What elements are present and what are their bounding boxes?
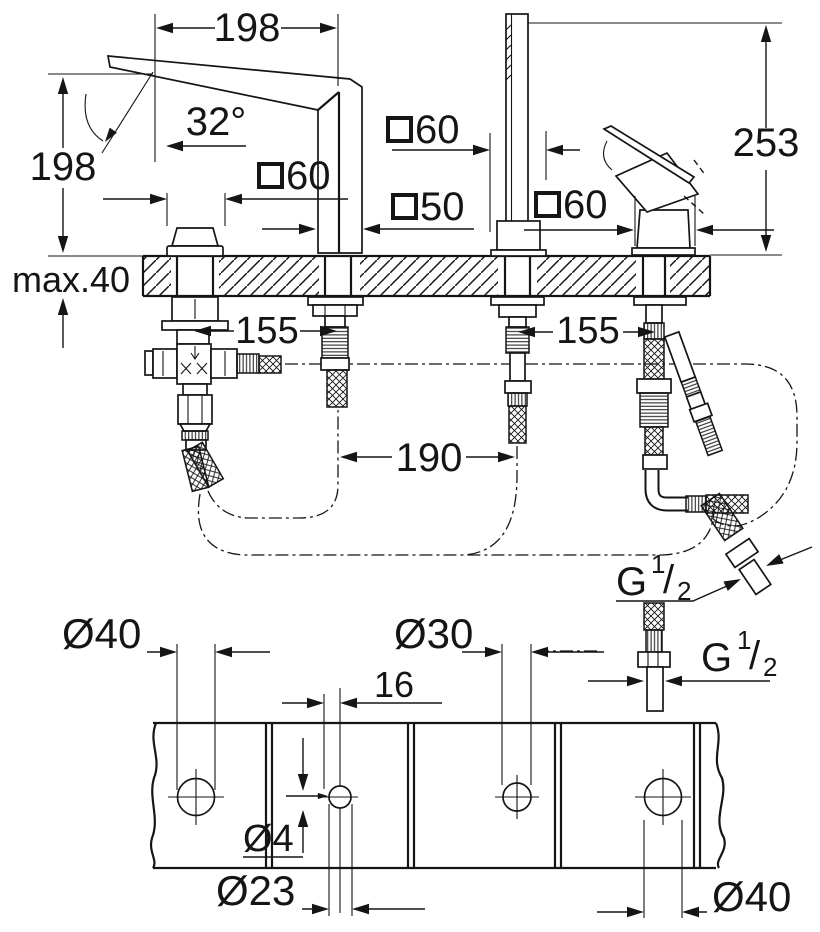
thread-prefix: G — [701, 636, 733, 680]
lever-escutcheon-size: 60 — [563, 183, 608, 227]
deck — [48, 254, 782, 298]
pin-offset-label: 16 — [374, 664, 415, 705]
spout-body-size: 50 — [420, 185, 465, 229]
handle-to-spout-label: 155 — [235, 310, 299, 352]
thread-prefix: G — [616, 560, 648, 604]
spout-hole-label: Ø23 — [216, 867, 296, 914]
spout-height-label: 198 — [29, 145, 97, 189]
spout-reach-label: 198 — [213, 6, 281, 50]
holder-to-lever-label: 155 — [556, 310, 620, 352]
thread-divider: / — [663, 558, 675, 602]
thread-denominator: 2 — [677, 576, 692, 606]
shower-holder-size: 60 — [415, 108, 460, 152]
spout-angle-label: 32° — [185, 100, 247, 144]
lever-hole-label: Ø40 — [712, 873, 792, 920]
handle-escutcheon-size: 60 — [286, 154, 331, 198]
thread-denominator: 2 — [763, 652, 778, 682]
shower-height-label: 253 — [732, 121, 800, 165]
thread-divider: / — [749, 634, 761, 678]
spout-to-holder-label: 190 — [395, 436, 463, 480]
pin-hole-label: Ø4 — [243, 818, 294, 860]
max-deck-thickness-label: max.40 — [12, 259, 131, 300]
handle-hole-label: Ø40 — [62, 610, 142, 657]
thread-numerator: 1 — [737, 625, 752, 655]
shut-off-handle — [167, 228, 223, 256]
holder-hole-label: Ø30 — [394, 610, 474, 657]
thread-numerator: 1 — [651, 549, 666, 579]
